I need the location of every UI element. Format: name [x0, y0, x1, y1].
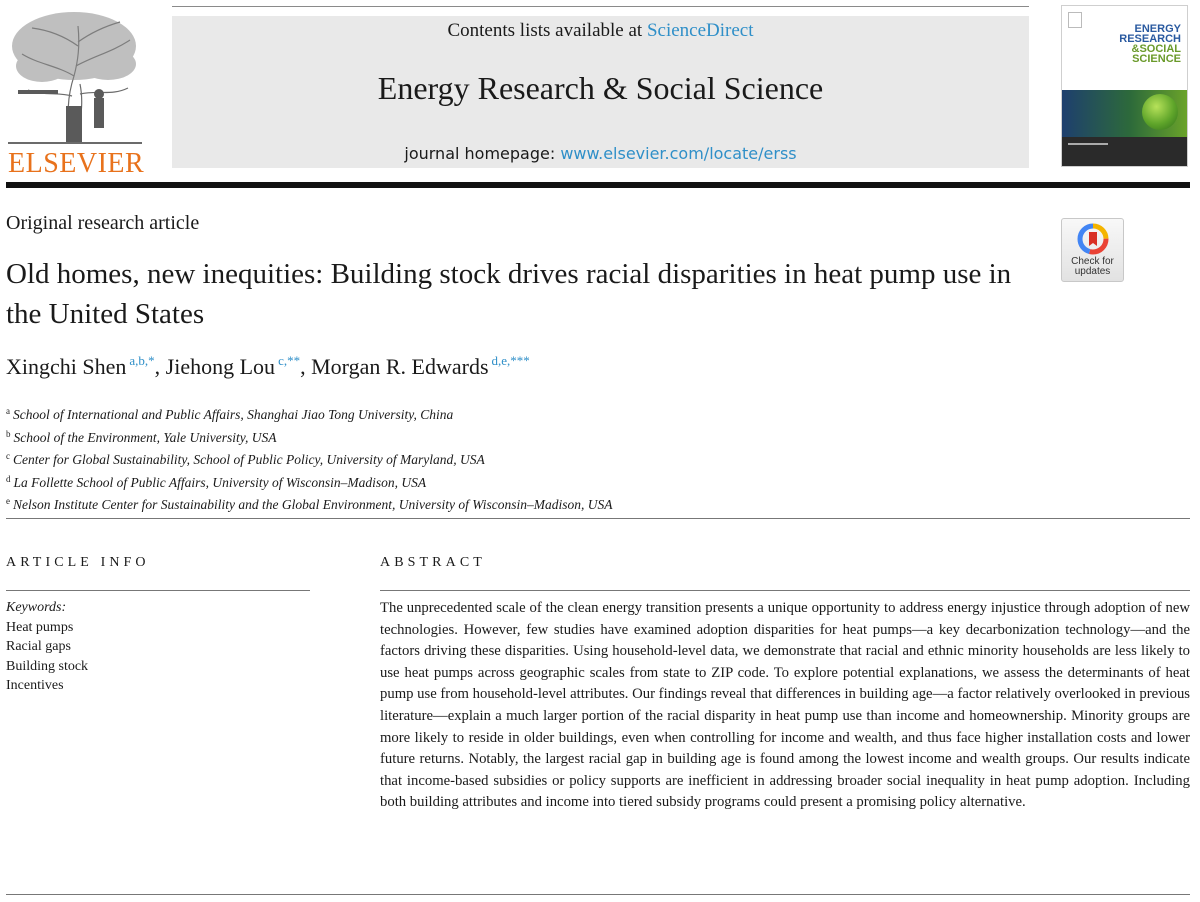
elsevier-tree-icon [8, 6, 142, 146]
cover-title-line: ENERGY [1134, 23, 1181, 35]
sciencedirect-link[interactable]: ScienceDirect [646, 20, 754, 41]
author-list [6, 353, 530, 380]
affiliation-text: School of International and Public Affairs, Shanghai Jiao Tong University, China [13, 407, 454, 422]
affiliation-key: a [6, 406, 10, 416]
author-affiliation-marks[interactable]: d,e,*** [491, 353, 530, 368]
affiliation-key: c [6, 451, 10, 462]
bottom-rule [6, 894, 1190, 895]
affiliation-item [6, 447, 612, 470]
section-divider [6, 518, 1190, 519]
author-separator: , [154, 354, 166, 379]
elsevier-wordmark: ELSEVIER [8, 148, 145, 179]
journal-cover-thumbnail[interactable] [1061, 5, 1188, 167]
affiliation-item [6, 470, 612, 493]
keyword-item[interactable]: Heat pumps [6, 619, 74, 635]
affiliation-text: La Follette School of Public Affairs, University of Wisconsin–Madison, USA [13, 474, 427, 490]
check-for-updates-button[interactable] [1061, 218, 1124, 282]
cover-footer [1062, 137, 1187, 166]
abstract-heading: ABSTRACT [380, 555, 486, 570]
publisher-logo[interactable] [4, 6, 164, 179]
cover-title [1119, 24, 1181, 64]
contents-line [172, 20, 1029, 42]
cover-title-line: RESEARCH [1119, 33, 1181, 45]
affiliation-text: Nelson Institute Center for Sustainability and the Global Environment, University of Wisconsin–Madison, USA [13, 497, 613, 513]
affiliation-item [6, 402, 612, 425]
author-affiliation-marks[interactable]: a,b,* [129, 353, 155, 368]
article-info-rule [6, 590, 310, 591]
abstract-text: The unprecedented scale of the clean energy transition presents a unique opportunity to address energy injustice through adoption of new technologies. However, few studies have examined adoption disparities for heat pumps—a key decarbonization technology—and the factors driving these disparities. Using household-level data, we demonstrate that racial and ethnic minority households are less likely to use heat pumps across geographic scales from state to ZIP code. To explore potential explanations, we assess the determinants of heat pump use from household-level attributes. Our findings reveal that differences in building age—a factor relatively overlooked in previous literature—explain a much larger portion of the racial disparity in heat pump use than income and homeownership. Minority groups are more likely to reside in older buildings, even when controlling for income and wealth, and thus face higher installation costs and lower future returns. Notably, the largest racial gap in building age is found among the lowest income and wealth groups. Our results indicate that income-based subsidies or policy supports are inefficient in addressing broader social inequality in heat pump adoption. Including both building attributes and income into tiered subsidy programs could present a promising policy alternative. [380, 600, 1190, 811]
homepage-prefix: journal homepage: [404, 144, 561, 163]
affiliation-key: b [6, 428, 11, 439]
journal-homepage-link[interactable]: www.elsevier.com/locate/erss [560, 144, 797, 163]
cover-title-line: &SOCIAL [1131, 43, 1181, 55]
check-for-updates-label [1062, 257, 1123, 277]
keywords-label: Keywords: [6, 600, 67, 615]
author-name[interactable]: Jiehong Lou [165, 354, 276, 379]
affiliation-text: School of the Environment, Yale University, USA [13, 429, 277, 445]
keyword-item[interactable]: Incentives [6, 678, 64, 694]
author-separator: , [300, 354, 312, 379]
author-affiliation-marks[interactable]: c,** [278, 353, 301, 368]
cover-title-line: SCIENCE [1132, 53, 1181, 65]
check-for-updates-icon [1077, 223, 1109, 255]
affiliation-list [6, 402, 612, 515]
contents-prefix: Contents lists available at [447, 20, 647, 41]
journal-masthead [172, 16, 1029, 168]
affiliation-key: e [6, 496, 10, 507]
abstract-rule [380, 590, 1190, 591]
affiliation-item [6, 425, 612, 448]
affiliation-key: d [6, 473, 11, 484]
author-name[interactable]: Xingchi Shen [6, 354, 127, 379]
article-title: Old homes, new inequities: Building stock drives racial disparities in heat pump use in the United States [6, 258, 1012, 330]
article-type: Original research article [6, 212, 200, 234]
header-divider [6, 182, 1190, 188]
globe-icon [1142, 94, 1178, 130]
check-updates-line: Check for [1071, 256, 1114, 267]
cover-footer-line [1068, 143, 1108, 145]
keyword-item[interactable]: Building stock [6, 658, 89, 674]
affiliation-text: Center for Global Sustainability, School of Public Policy, University of Maryland, USA [13, 452, 485, 468]
keywords-block [6, 598, 88, 696]
cover-publisher-mark-icon [1068, 12, 1082, 28]
homepage-line [172, 144, 1029, 163]
article-info-heading: ARTICLE INFO [6, 555, 150, 570]
top-rule [172, 6, 1029, 7]
author-name[interactable]: Morgan R. Edwards [311, 354, 489, 379]
affiliation-item [6, 492, 612, 515]
check-updates-line: updates [1074, 266, 1111, 277]
journal-title[interactable]: Energy Research & Social Science [377, 70, 824, 106]
keyword-item[interactable]: Racial gaps [6, 639, 71, 655]
